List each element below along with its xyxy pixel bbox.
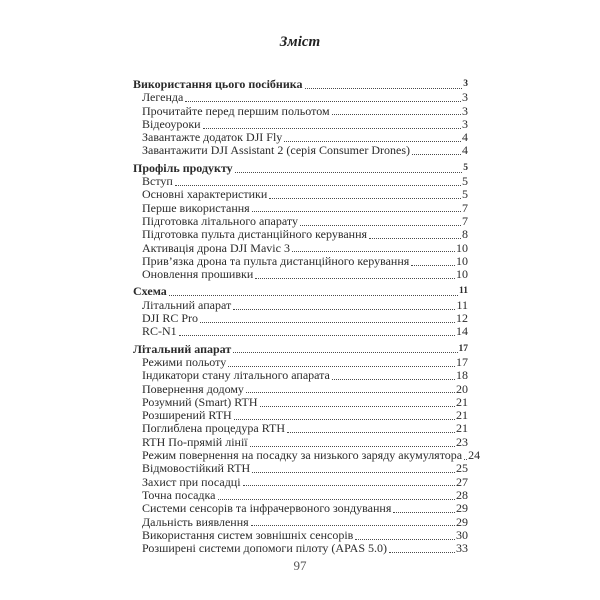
toc-entry [133,144,468,157]
toc-entry-label: Профіль продукту [133,160,233,175]
toc-entry-label: Поглиблена процедура RTH [142,421,285,436]
toc-entry [133,436,468,449]
dot-leader [332,114,461,115]
toc-entry [133,369,468,382]
toc-entry-page: 7 [462,200,468,215]
toc-entry [133,448,481,463]
dot-leader [287,432,455,433]
toc-entry-label: Захист при посадці [142,474,241,489]
toc-entry-page: 12 [456,311,468,326]
toc-entry [133,476,468,489]
toc-entry-label: Режим повернення на посадку за низького заряду акумулятора [142,448,463,463]
toc-entry [133,383,468,396]
toc-entry [133,202,468,215]
toc-entry-page: 3 [462,103,468,118]
toc-entry-label: Відмовостійкий RTH [142,461,251,476]
toc-entry [133,312,468,325]
dot-leader [200,322,455,323]
toc-entry-page: 23 [456,434,468,449]
toc-entry-label: Основні характеристики [142,187,268,202]
toc-entry [133,516,468,529]
toc-entry-label: Активація дрона DJI Mavic 3 [142,240,290,255]
dot-leader [300,225,461,226]
toc-entry-label: Підготовка пульта дистанційного керування [142,227,368,242]
toc-entry-label: Прив’язка дрона та пульта дистанційного керування [142,253,410,268]
toc-entry-label: Легенда [142,90,184,105]
toc-entry-page: 18 [456,368,468,383]
toc-entry-page: 21 [456,394,468,409]
dot-leader [412,154,461,155]
toc-entry [133,268,468,281]
toc-entry [133,502,468,515]
toc-entry-label: Використання цього посібника [133,77,303,91]
toc-entry-page: 27 [456,474,468,489]
dot-leader [251,525,455,526]
dot-leader [464,459,467,460]
toc-entry [133,228,468,241]
toc-entry [133,188,468,201]
toc-entry [133,542,468,555]
dot-leader [252,211,461,212]
toc-section [133,341,481,556]
toc-entry [133,325,468,338]
toc-entry-label: RC-N1 [142,324,177,339]
toc-entry-label: Відеоуроки [142,116,201,131]
dot-leader [389,552,455,553]
toc-entry [133,175,468,188]
toc-entry-page: 5 [463,162,468,173]
toc-section [133,162,468,282]
toc-entry-page: 17 [456,354,468,369]
toc-entry-page: 28 [456,487,468,502]
toc [133,77,481,556]
toc-entry-page: 21 [456,408,468,423]
dot-leader [233,352,457,353]
toc-entry-label: Дальність виявлення [142,514,249,529]
dot-leader [233,309,455,310]
toc-entry-page: 21 [456,421,468,436]
toc-entry-label: Розширені системи допомоги пілоту (APAS 5.0) [142,541,387,556]
toc-entry [133,91,468,104]
toc-entry [133,462,468,475]
toc-entry-label: Літальний апарат [133,341,232,356]
toc-entry-label: Схема [133,284,167,299]
toc-entry [133,422,468,435]
toc-entry-page: 10 [456,240,468,255]
toc-entry-label: Оновлення прошивки [142,267,254,282]
toc-entry-label: Вступ [142,174,173,189]
toc-entry-page: 33 [456,541,468,556]
toc-entry-page: 5 [462,187,468,202]
toc-entry-label: Перше використання [142,200,250,215]
toc-entry-label: Літальний апарат [142,297,232,312]
dot-leader [332,379,455,380]
toc-entry-page: 11 [459,286,468,297]
toc-entry-label: Точна посадка [142,487,216,502]
toc-entry-label: Використання систем зовнішніх сенсорів [142,527,354,542]
dot-leader [234,419,455,420]
toc-entry [133,529,468,542]
toc-entry-page: 25 [456,461,468,476]
dot-leader [185,101,461,102]
toc-entry [133,356,468,369]
toc-entry-page: 29 [456,514,468,529]
toc-entry-label: Підготовка літального апарату [142,213,298,228]
dot-leader [260,406,456,407]
dot-leader [246,392,455,393]
toc-entry-page: 24 [468,448,481,463]
page-title: Зміст [279,34,321,50]
toc-entry-page: 3 [463,79,468,89]
toc-entry-label: Повернення додому [142,381,244,396]
dot-leader [355,539,455,540]
toc-entry-label: Режими польоту [142,354,227,369]
toc-entry-page: 20 [456,381,468,396]
toc-section-entry [133,162,468,175]
toc-entry-label: DJI RC Pro [142,311,199,326]
dot-leader [228,366,455,367]
toc-entry [133,255,468,268]
dot-leader [411,265,455,266]
toc-entry-page: 10 [456,253,468,268]
dot-leader [250,446,455,447]
toc-entry-page: 11 [456,297,468,312]
toc-entry-label: Завантажте додаток DJI Fly [142,130,283,145]
toc-entry [133,396,468,409]
toc-entry-page: 8 [462,227,468,242]
toc-entry-label: RTH По-прямій лінії [142,434,248,449]
dot-leader [305,88,463,89]
toc-entry [133,409,468,422]
dot-leader [255,278,455,279]
toc-entry [133,118,468,131]
dot-leader [179,335,455,336]
toc-entry-page: 4 [462,143,468,158]
toc-section [133,285,468,338]
toc-entry [133,242,468,255]
toc-section-entry [133,78,468,91]
toc-entry-label: Індикатори стану літального апарата [142,368,330,383]
toc-entry-label: Завантажити DJI Assistant 2 (серія Consumer Drones) [142,143,410,158]
toc-entry [133,131,468,144]
toc-entry-label: Розширений RTH [142,408,232,423]
toc-entry-page: 14 [456,324,468,339]
dot-leader [243,485,455,486]
toc-entry-page: 4 [462,130,468,145]
toc-entry [133,489,468,502]
toc-entry-page: 17 [458,343,468,354]
toc-entry-label: Системи сенсорів та інфрачервоного зондування [142,501,392,516]
dot-leader [269,198,461,199]
toc-entry-page: 5 [462,174,468,189]
toc-entry [133,299,468,312]
toc-section [133,78,468,158]
toc-entry-page: 10 [456,267,468,282]
toc-entry-label: Прочитайте перед першим польотом [142,103,330,118]
toc-entry [133,105,468,118]
toc-entry [133,215,468,228]
dot-leader [218,499,456,500]
toc-entry-page: 7 [462,213,468,228]
toc-entry-page: 3 [462,90,468,105]
dot-leader [235,172,463,173]
dot-leader [203,128,461,129]
dot-leader [369,238,461,239]
toc-section-entry [133,343,468,356]
dot-leader [252,472,455,473]
toc-section-entry [133,285,468,298]
toc-entry-label: Розумний (Smart) RTH [142,394,258,409]
dot-leader [292,251,455,252]
page-number: 97 [293,558,307,573]
dot-leader [169,295,458,296]
dot-leader [284,141,461,142]
toc-entry-page: 29 [456,501,468,516]
toc-entry-page: 30 [456,527,468,542]
toc-entry-page: 3 [462,116,468,131]
dot-leader [393,512,455,513]
dot-leader [175,185,461,186]
